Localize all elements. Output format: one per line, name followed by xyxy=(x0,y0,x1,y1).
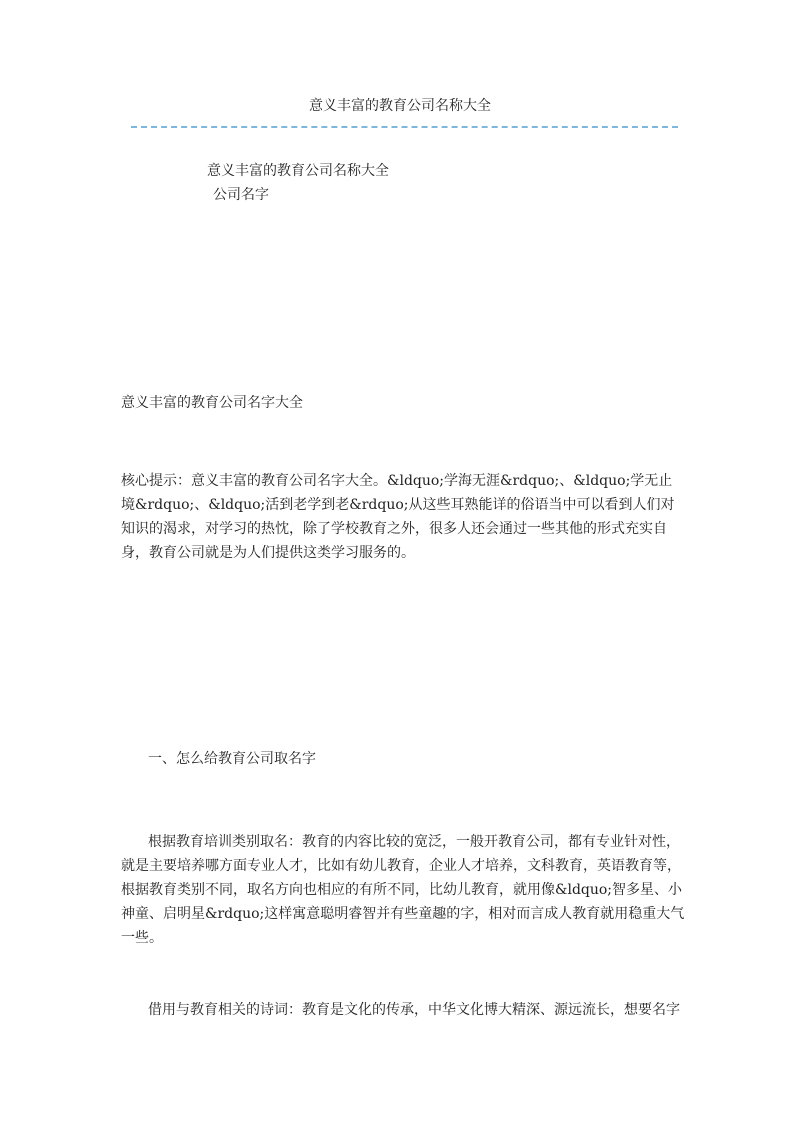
page-header-title: 意义丰富的教育公司名称大全 xyxy=(309,98,491,114)
paragraph-poetry: 借用与教育相关的诗词：教育是文化的传承，中华文化博大精深、源远流长，想要名字 xyxy=(148,1002,680,1018)
heading-how-to-name: 一、怎么给教育公司取名字 xyxy=(148,751,316,767)
summary-paragraph: 核心提示：意义丰富的教育公司名字大全。&ldquo;学海无涯&rdquo;、&ldquo;学无止境&rdquo;、&ldquo;活到老学到老&rdquo;从这些耳熟能详的俗语当中可以看到人们对知识的渴求，对学习的热忱，除了学校教育之外，很多人还会通过一些其他的形式充实自身，教育公司就是为人们提供这类学习服务的。 xyxy=(121,473,675,561)
document-subtitle: 公司名字 xyxy=(213,187,269,203)
document-title: 意义丰富的教育公司名称大全 xyxy=(207,163,389,179)
section-heading: 意义丰富的教育公司名字大全 xyxy=(121,395,303,411)
paragraph-by-category: 根据教育培训类别取名：教育的内容比较的宽泛，一般开教育公司，都有专业针对性，就是主要培养哪方面专业人才，比如有幼儿教育，企业人才培养，文科教育，英语教育等，根据教育类别不同，取名方向也相应的有所不同，比幼儿教育，就用像&ldquo;智多星、小神童、启明星&rdquo;这样寓意聪明睿智并有些童趣的字，相对而言成人教育就用稳重大气一些。 xyxy=(121,834,685,946)
header-divider xyxy=(131,126,678,128)
